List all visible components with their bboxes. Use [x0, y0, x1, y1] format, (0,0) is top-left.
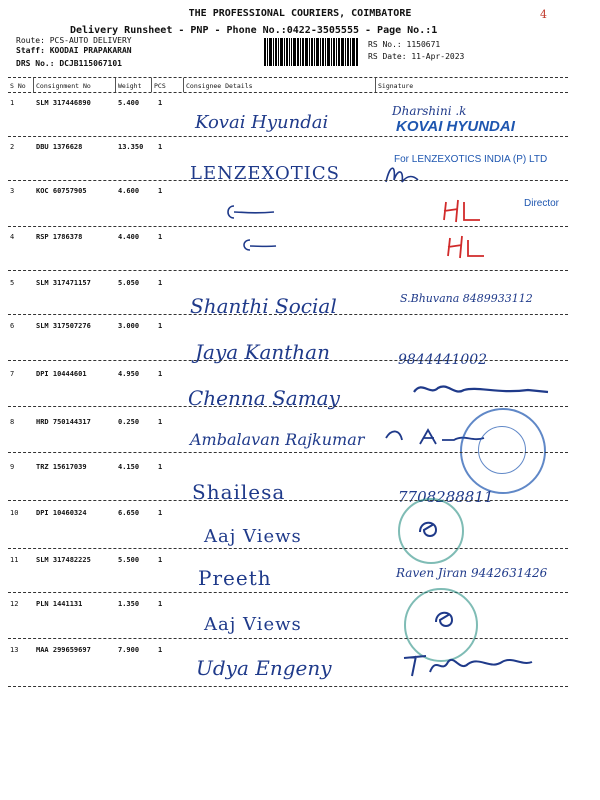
row-rule	[8, 180, 568, 181]
row-weight: 5.400	[118, 99, 140, 107]
row-consignment: KOC 60757905	[36, 187, 87, 195]
consignee-handwriting: Aaj Views	[204, 614, 302, 635]
red-initials	[444, 234, 494, 262]
col-consignment: Consignment No	[36, 82, 91, 90]
col-pcs: PCS	[154, 82, 166, 90]
consignee-handwriting: Shanthi Social	[190, 294, 337, 318]
row-rule	[8, 314, 568, 315]
signature-scribble	[430, 604, 460, 634]
director-signature-mark	[378, 160, 438, 190]
row-consignment: MAA 299659697	[36, 646, 91, 654]
signature-scribble	[408, 376, 558, 404]
row-consignment: HRD 750144317	[36, 418, 91, 426]
col-divider	[115, 78, 116, 92]
col-divider	[33, 78, 34, 92]
col-divider	[151, 78, 152, 92]
col-consignee: Consignee Details	[186, 82, 253, 90]
row-sno: 11	[10, 556, 19, 564]
automobiles-stamp	[460, 408, 546, 494]
row-weight: 4.600	[118, 187, 140, 195]
consignee-handwriting: LENZEXOTICS	[190, 163, 340, 184]
consignee-handwriting: Shailesa	[192, 480, 286, 504]
row-pcs: 1	[158, 463, 163, 471]
row-weight: 1.350	[118, 600, 140, 608]
row-weight: 4.400	[118, 233, 140, 241]
row-sno: 12	[10, 600, 19, 608]
director-label: Director	[524, 198, 560, 209]
row-sno: 1	[10, 99, 15, 107]
drs-number: DRS No.: DCJB115067101	[16, 59, 122, 68]
row-weight: 0.250	[118, 418, 140, 426]
row-consignment: SLM 317507276	[36, 322, 91, 330]
row-rule	[8, 548, 568, 549]
col-divider	[375, 78, 376, 92]
row-pcs: 1	[158, 99, 163, 107]
rs-number: RS No.: 1150671	[368, 40, 441, 49]
row-consignment: DPI 10460324	[36, 509, 87, 517]
row-weight: 7.900	[118, 646, 140, 654]
row-rule	[8, 270, 568, 271]
runsheet-subtitle: Delivery Runsheet - PNP - Phone No.:0422-3505555 - Page No.:1	[70, 25, 438, 36]
row-pcs: 1	[158, 509, 163, 517]
row-consignment: SLM 317482225	[36, 556, 91, 564]
kovai-hyundai-logo: KOVAI HYUNDAI	[396, 118, 515, 135]
row-rule	[8, 500, 568, 501]
row-weight: 6.650	[118, 509, 140, 517]
row-sno: 7	[10, 370, 15, 378]
row-pcs: 1	[158, 233, 163, 241]
row-weight: 4.150	[118, 463, 140, 471]
row-pcs: 1	[158, 600, 163, 608]
row-consignment: RSP 1786378	[36, 233, 83, 241]
signature-handwriting: Dharshini .k	[392, 104, 467, 118]
row-pcs: 1	[158, 646, 163, 654]
row-consignment: DPI 10444601	[36, 370, 87, 378]
signature-scribble	[414, 514, 444, 544]
row-rule	[8, 592, 568, 593]
row-weight: 13.350	[118, 143, 144, 151]
signature-handwriting: 7708288811	[398, 488, 494, 506]
row-consignment: SLM 317471157	[36, 279, 91, 287]
row-pcs: 1	[158, 143, 163, 151]
staff-label: Staff: KOODAI PRAPAKARAN	[16, 46, 132, 55]
row-pcs: 1	[158, 187, 163, 195]
table-bottom-rule	[8, 686, 568, 687]
table-top-rule	[8, 77, 568, 78]
row-consignment: SLM 317446890	[36, 99, 91, 107]
row-pcs: 1	[158, 279, 163, 287]
consignee-handwriting: Kovai Hyundai	[195, 112, 329, 133]
row-sno: 8	[10, 418, 15, 426]
consignee-handwriting: Jaya Kanthan	[195, 340, 330, 364]
row-pcs: 1	[158, 370, 163, 378]
row-consignment: TRZ 15617039	[36, 463, 87, 471]
row-weight: 5.050	[118, 279, 140, 287]
row-consignment: PLN 1441131	[36, 600, 83, 608]
col-weight: Weight	[118, 82, 142, 90]
col-divider	[183, 78, 184, 92]
page-mark: 4	[540, 8, 547, 21]
row-sno: 4	[10, 233, 15, 241]
row-pcs: 1	[158, 322, 163, 330]
row-weight: 5.500	[118, 556, 140, 564]
company-title: THE PROFESSIONAL COURIERS, COIMBATORE	[188, 8, 412, 19]
rs-date: RS Date: 11-Apr-2023	[368, 52, 465, 61]
consignee-scribble	[240, 236, 280, 256]
consignee-handwriting: Aaj Views	[204, 526, 302, 547]
col-sno: S No	[10, 82, 26, 90]
col-signature: Signature	[378, 82, 414, 90]
row-weight: 3.000	[118, 322, 140, 330]
lenzexotics-stamp: For LENZEXOTICS INDIA (P) LTD	[394, 154, 548, 165]
barcode-image	[264, 38, 358, 66]
consignee-handwriting: Ambalavan Rajkumar	[190, 430, 365, 449]
header-rule	[8, 92, 568, 93]
row-rule	[8, 136, 568, 137]
row-sno: 6	[10, 322, 15, 330]
signature-scribble	[396, 648, 546, 682]
row-sno: 5	[10, 279, 15, 287]
consignee-handwriting: Preeth	[198, 566, 272, 590]
row-sno: 3	[10, 187, 15, 195]
consignee-handwriting: Udya Engeny	[196, 656, 332, 680]
consignee-handwriting: Chenna Samay	[188, 386, 340, 410]
row-weight: 4.950	[118, 370, 140, 378]
route-label: Route: PCS-AUTO DELIVERY	[16, 36, 132, 45]
row-pcs: 1	[158, 418, 163, 426]
row-rule	[8, 406, 568, 407]
signature-handwriting: S.Bhuvana 8489933112	[400, 292, 533, 305]
row-rule	[8, 360, 568, 361]
row-rule	[8, 638, 568, 639]
row-sno: 10	[10, 509, 19, 517]
row-sno: 13	[10, 646, 19, 654]
row-pcs: 1	[158, 556, 163, 564]
row-sno: 2	[10, 143, 15, 151]
row-rule	[8, 226, 568, 227]
row-consignment: DBU 1376628	[36, 143, 83, 151]
consignee-scribble	[222, 200, 282, 224]
signature-handwriting: Raven Jiran 9442631426	[396, 566, 548, 580]
signature-handwriting: 9844441002	[398, 352, 488, 368]
red-initials	[440, 196, 490, 226]
row-sno: 9	[10, 463, 15, 471]
row-rule	[8, 452, 568, 453]
